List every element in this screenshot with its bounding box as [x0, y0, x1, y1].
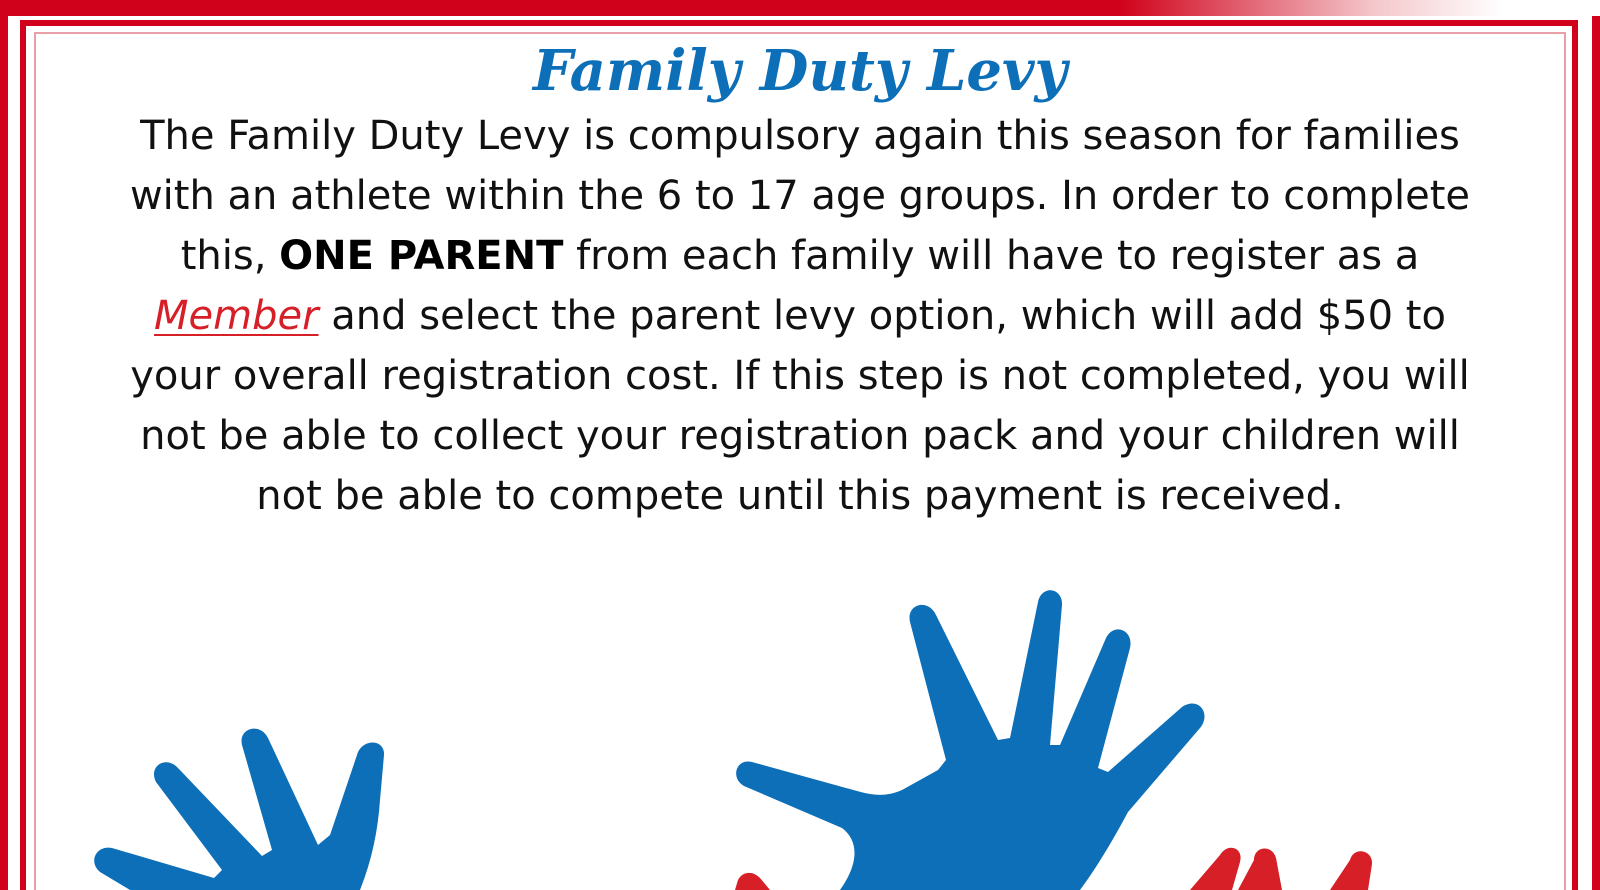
description-part-2: from each family will have to register as a [563, 233, 1420, 279]
poster-title: Family Duty Levy [532, 38, 1068, 104]
member-link[interactable]: Member [154, 293, 319, 339]
top-red-border [0, 0, 1600, 16]
levy-description [120, 106, 1480, 526]
one-parent-emphasis: ONE PARENT [279, 233, 564, 279]
poster-content [60, 36, 1540, 526]
description-part-3: and select the parent levy option, which will add $50 to your overall registration cost. If this step is not completed, you will not be able to collect your registration pack and your children will not be able to compete until this payment is received. [130, 293, 1470, 519]
description-part-1: The Family Duty Levy is compulsory again this season for families with an athlete within the 6 to 17 age groups. In order to complete this, [129, 113, 1471, 279]
